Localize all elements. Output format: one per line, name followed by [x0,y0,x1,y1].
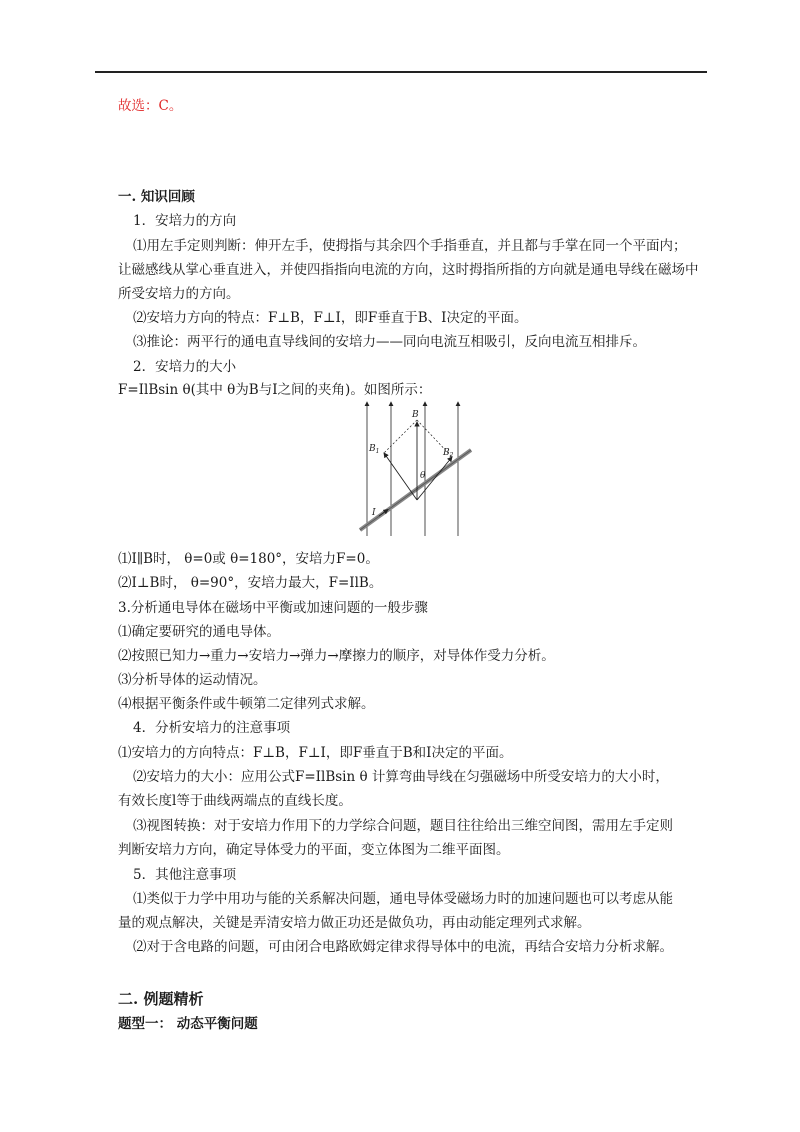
text-line: ⑵对于含电路的问题，可由闭合电路欧姆定律求得导体中的电流，再结合安培力分析求解。 [133,939,673,955]
text-line: 让磁感线从掌心垂直进入，并使四指指向电流的方向，这时拇指所指的方向就是通电导线在磁场中 [118,262,699,278]
text-line: ⑵安培力方向的特点：F⊥B，F⊥I，即F垂直于B、I决定的平面。 [133,310,528,326]
text-line: 3.分析通电导体在磁场中平衡或加速问题的一般步骤 [118,600,428,616]
text-line: ⑴用左手定则判断：伸开左手，使拇指与其余四个手指垂直，并且都与手掌在同一个平面内； [133,238,687,254]
ampere-force-diagram [355,398,473,538]
label-theta: θ [420,471,426,481]
text-line: 判断安培力方向，确定导体受力的平面，变立体图为二维平面图。 [118,842,510,858]
text-line: F=IlBsin θ(其中 θ为B与I之间的夹角)。如图所示： [118,382,432,398]
text-line: 所受安培力的方向。 [118,286,240,302]
header-rule [95,71,707,73]
vector-B1 [384,453,417,500]
section1-title: 一. 知识回顾 [118,189,195,205]
text-line: ⑶视图转换：对于安培力作用下的力学综合问题，题目往往给出三维空间图，需用左手定则 [133,818,673,834]
text-line: ⑵I⊥B时， θ=90°，安培力最大，F=IlB。 [118,575,383,591]
text-line: ⑴I∥B时， θ=0或 θ=180°，安培力F=0。 [118,551,379,567]
text-line: 2．安培力的大小 [133,359,237,375]
text-line: ⑴安培力的方向特点：F⊥B，F⊥I，即F垂直于B和I决定的平面。 [118,745,513,761]
text-line: 1．安培力的方向 [133,213,237,229]
label-B: B [412,410,419,420]
label-I: I [372,508,376,518]
text-line: ⑴类似于力学中用功与能的关系解决问题，通电导体受磁场力时的加速问题也可以考虑从能 [133,891,673,907]
text-line: ⑷根据平衡条件或牛顿第二定律列式求解。 [118,696,375,712]
label-B2: $B_2$ [443,448,454,459]
text-line: 量的观点解决，关键是弄清安培力做正功还是做负功，再由动能定理列式求解。 [118,915,591,931]
current-wire-core [360,450,471,530]
dashed-projection [384,420,417,453]
text-line: ⑶分析导体的运动情况。 [118,672,267,688]
text-line: 5．其他注意事项 [133,867,237,883]
label-B1: $B_1$ [369,444,380,455]
section2-subtitle: 题型一： 动态平衡问题 [118,1016,258,1032]
answer-line: 故选：C。 [118,98,183,114]
text-line: ⑵按照已知力→重力→安培力→弹力→摩擦力的顺序，对导体作受力分析。 [118,648,555,664]
text-line: ⑵安培力的大小：应用公式F=IlBsin θ 计算弯曲导线在匀强磁场中所受安培力的大小时， [133,769,669,785]
section2-title: 二. 例题精析 [118,990,204,1008]
text-line: 4．分析安培力的注意事项 [133,720,291,736]
text-line: 有效长度l等于曲线两端点的直线长度。 [118,793,352,809]
text-line: ⑶推论：两平行的通电直导线间的安培力——同向电流互相吸引，反向电流互相排斥。 [133,334,646,350]
text-line: ⑴确定要研究的通电导体。 [118,624,280,640]
